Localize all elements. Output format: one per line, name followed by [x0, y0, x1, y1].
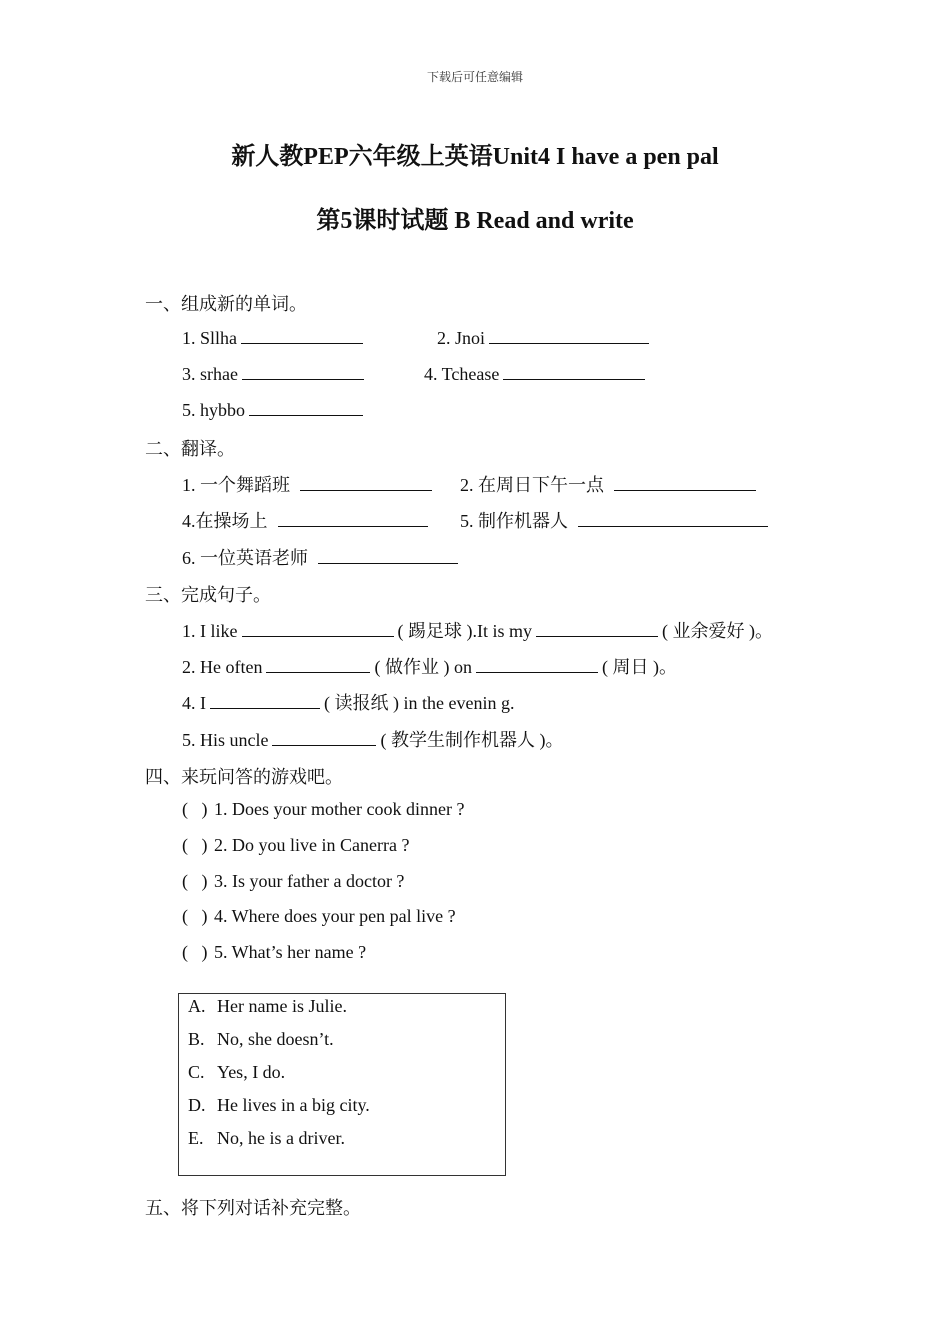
s1-item-4 [424, 363, 649, 385]
answer-blank[interactable] [489, 327, 649, 344]
answer-blank[interactable] [614, 474, 756, 491]
s4-question-text: 2. Do you live in Canerra ? [214, 835, 410, 855]
s3-sentence-1-part-b: ( 踢足球 ).It is my [397, 621, 532, 641]
answer-blank[interactable] [278, 510, 428, 527]
s4-question-text: 3. Is your father a doctor ? [214, 871, 405, 891]
s3-sentence-4 [182, 689, 514, 715]
answer-blank[interactable] [266, 656, 370, 673]
s3-sentence-4-part-b: ( 读报纸 ) in the evenin g. [324, 693, 515, 713]
s1-item-3 [182, 363, 368, 385]
s1-item-2 [437, 327, 653, 349]
answer-bracket[interactable]: ( ) [182, 871, 208, 891]
s4-question-3 [182, 871, 404, 892]
s4-question-text: 1. Does your mother cook dinner ? [214, 799, 465, 819]
s3-sentence-4-part-a: 4. I [182, 693, 206, 713]
s3-sentence-5-part-a: 5. His uncle [182, 730, 269, 750]
s4-question-4 [182, 906, 456, 927]
answer-blank[interactable] [241, 327, 363, 344]
s1-item-4-word: 4. Tchease [424, 364, 500, 384]
answer-blank[interactable] [272, 729, 376, 746]
answer-blank[interactable] [476, 656, 598, 673]
answer-bracket[interactable]: ( ) [182, 799, 208, 819]
section-3-heading: 三、完成句子。 [145, 585, 271, 605]
section-5-heading: 五、将下列对话补充完整。 [145, 1198, 361, 1218]
answer-bracket[interactable]: ( ) [182, 942, 208, 962]
worksheet-title: 新人教PEP六年级上英语Unit4 I have a pen pal [231, 144, 719, 170]
s2-item-1-text: 1. 一个舞蹈班 [182, 475, 290, 495]
s3-sentence-2-part-b: ( 做作业 ) on [374, 657, 472, 677]
answer-blank[interactable] [249, 399, 363, 416]
s3-sentence-1-part-a: 1. I like [182, 621, 238, 641]
s3-sentence-1-part-c: ( 业余爱好 )。 [662, 621, 773, 641]
answer-blank[interactable] [210, 692, 320, 709]
s3-sentence-5-part-b: ( 教学生制作机器人 )。 [380, 730, 564, 750]
option-d: D. He lives in a big city. [188, 1095, 370, 1115]
s1-item-5-word: 5. hybbo [182, 400, 245, 420]
s3-sentence-2 [182, 653, 677, 679]
answer-blank[interactable] [318, 547, 458, 564]
s4-question-2 [182, 835, 409, 856]
section-2-heading: 二、翻译。 [145, 439, 235, 459]
s1-item-1-word: 1. Sllha [182, 328, 238, 348]
s3-sentence-2-part-c: ( 周日 )。 [601, 657, 677, 677]
answer-blank[interactable] [578, 510, 768, 527]
answer-bracket[interactable]: ( ) [182, 906, 208, 926]
answer-blank[interactable] [300, 474, 432, 491]
answer-blank[interactable] [503, 363, 645, 380]
answer-blank[interactable] [242, 363, 364, 380]
s2-item-6 [182, 544, 462, 570]
s2-item-2-text: 2. 在周日下午一点 [460, 475, 604, 495]
s2-item-4-text: 4.在操场上 [182, 511, 268, 531]
section-1-heading: 一、组成新的单词。 [145, 294, 307, 314]
option-e: E. No, he is a driver. [188, 1128, 345, 1148]
option-c: C. Yes, I do. [188, 1062, 286, 1082]
s4-question-text: 5. What’s her name ? [214, 942, 367, 962]
section-4-heading: 四、来玩问答的游戏吧。 [145, 767, 343, 787]
s3-sentence-1 [182, 617, 773, 643]
s2-item-6-text: 6. 一位英语老师 [182, 548, 308, 568]
s1-item-5 [182, 399, 367, 421]
s3-sentence-5 [182, 726, 563, 752]
option-a: A. Her name is Julie. [188, 996, 347, 1016]
s2-item-2 [460, 471, 760, 497]
s1-item-3-word: 3. srhae [182, 364, 238, 384]
s4-question-text: 4. Where does your pen pal live ? [214, 906, 456, 926]
answer-blank[interactable] [536, 620, 658, 637]
s1-item-1 [182, 327, 367, 349]
worksheet-subtitle: 第5课时试题 B Read and write [316, 208, 634, 234]
s4-question-1 [182, 799, 464, 820]
s2-item-4 [182, 507, 432, 533]
s2-item-1 [182, 471, 436, 497]
s2-item-5 [460, 507, 772, 533]
s1-item-2-word: 2. Jnoi [437, 328, 486, 348]
header-note: 下载后可任意编辑 [426, 70, 523, 84]
s4-question-5 [182, 942, 366, 963]
answer-blank[interactable] [242, 620, 394, 637]
option-b: B. No, she doesn’t. [188, 1029, 334, 1049]
answer-options-box [178, 993, 506, 1176]
s2-item-5-text: 5. 制作机器人 [460, 511, 568, 531]
s3-sentence-2-part-a: 2. He often [182, 657, 263, 677]
answer-bracket[interactable]: ( ) [182, 835, 208, 855]
